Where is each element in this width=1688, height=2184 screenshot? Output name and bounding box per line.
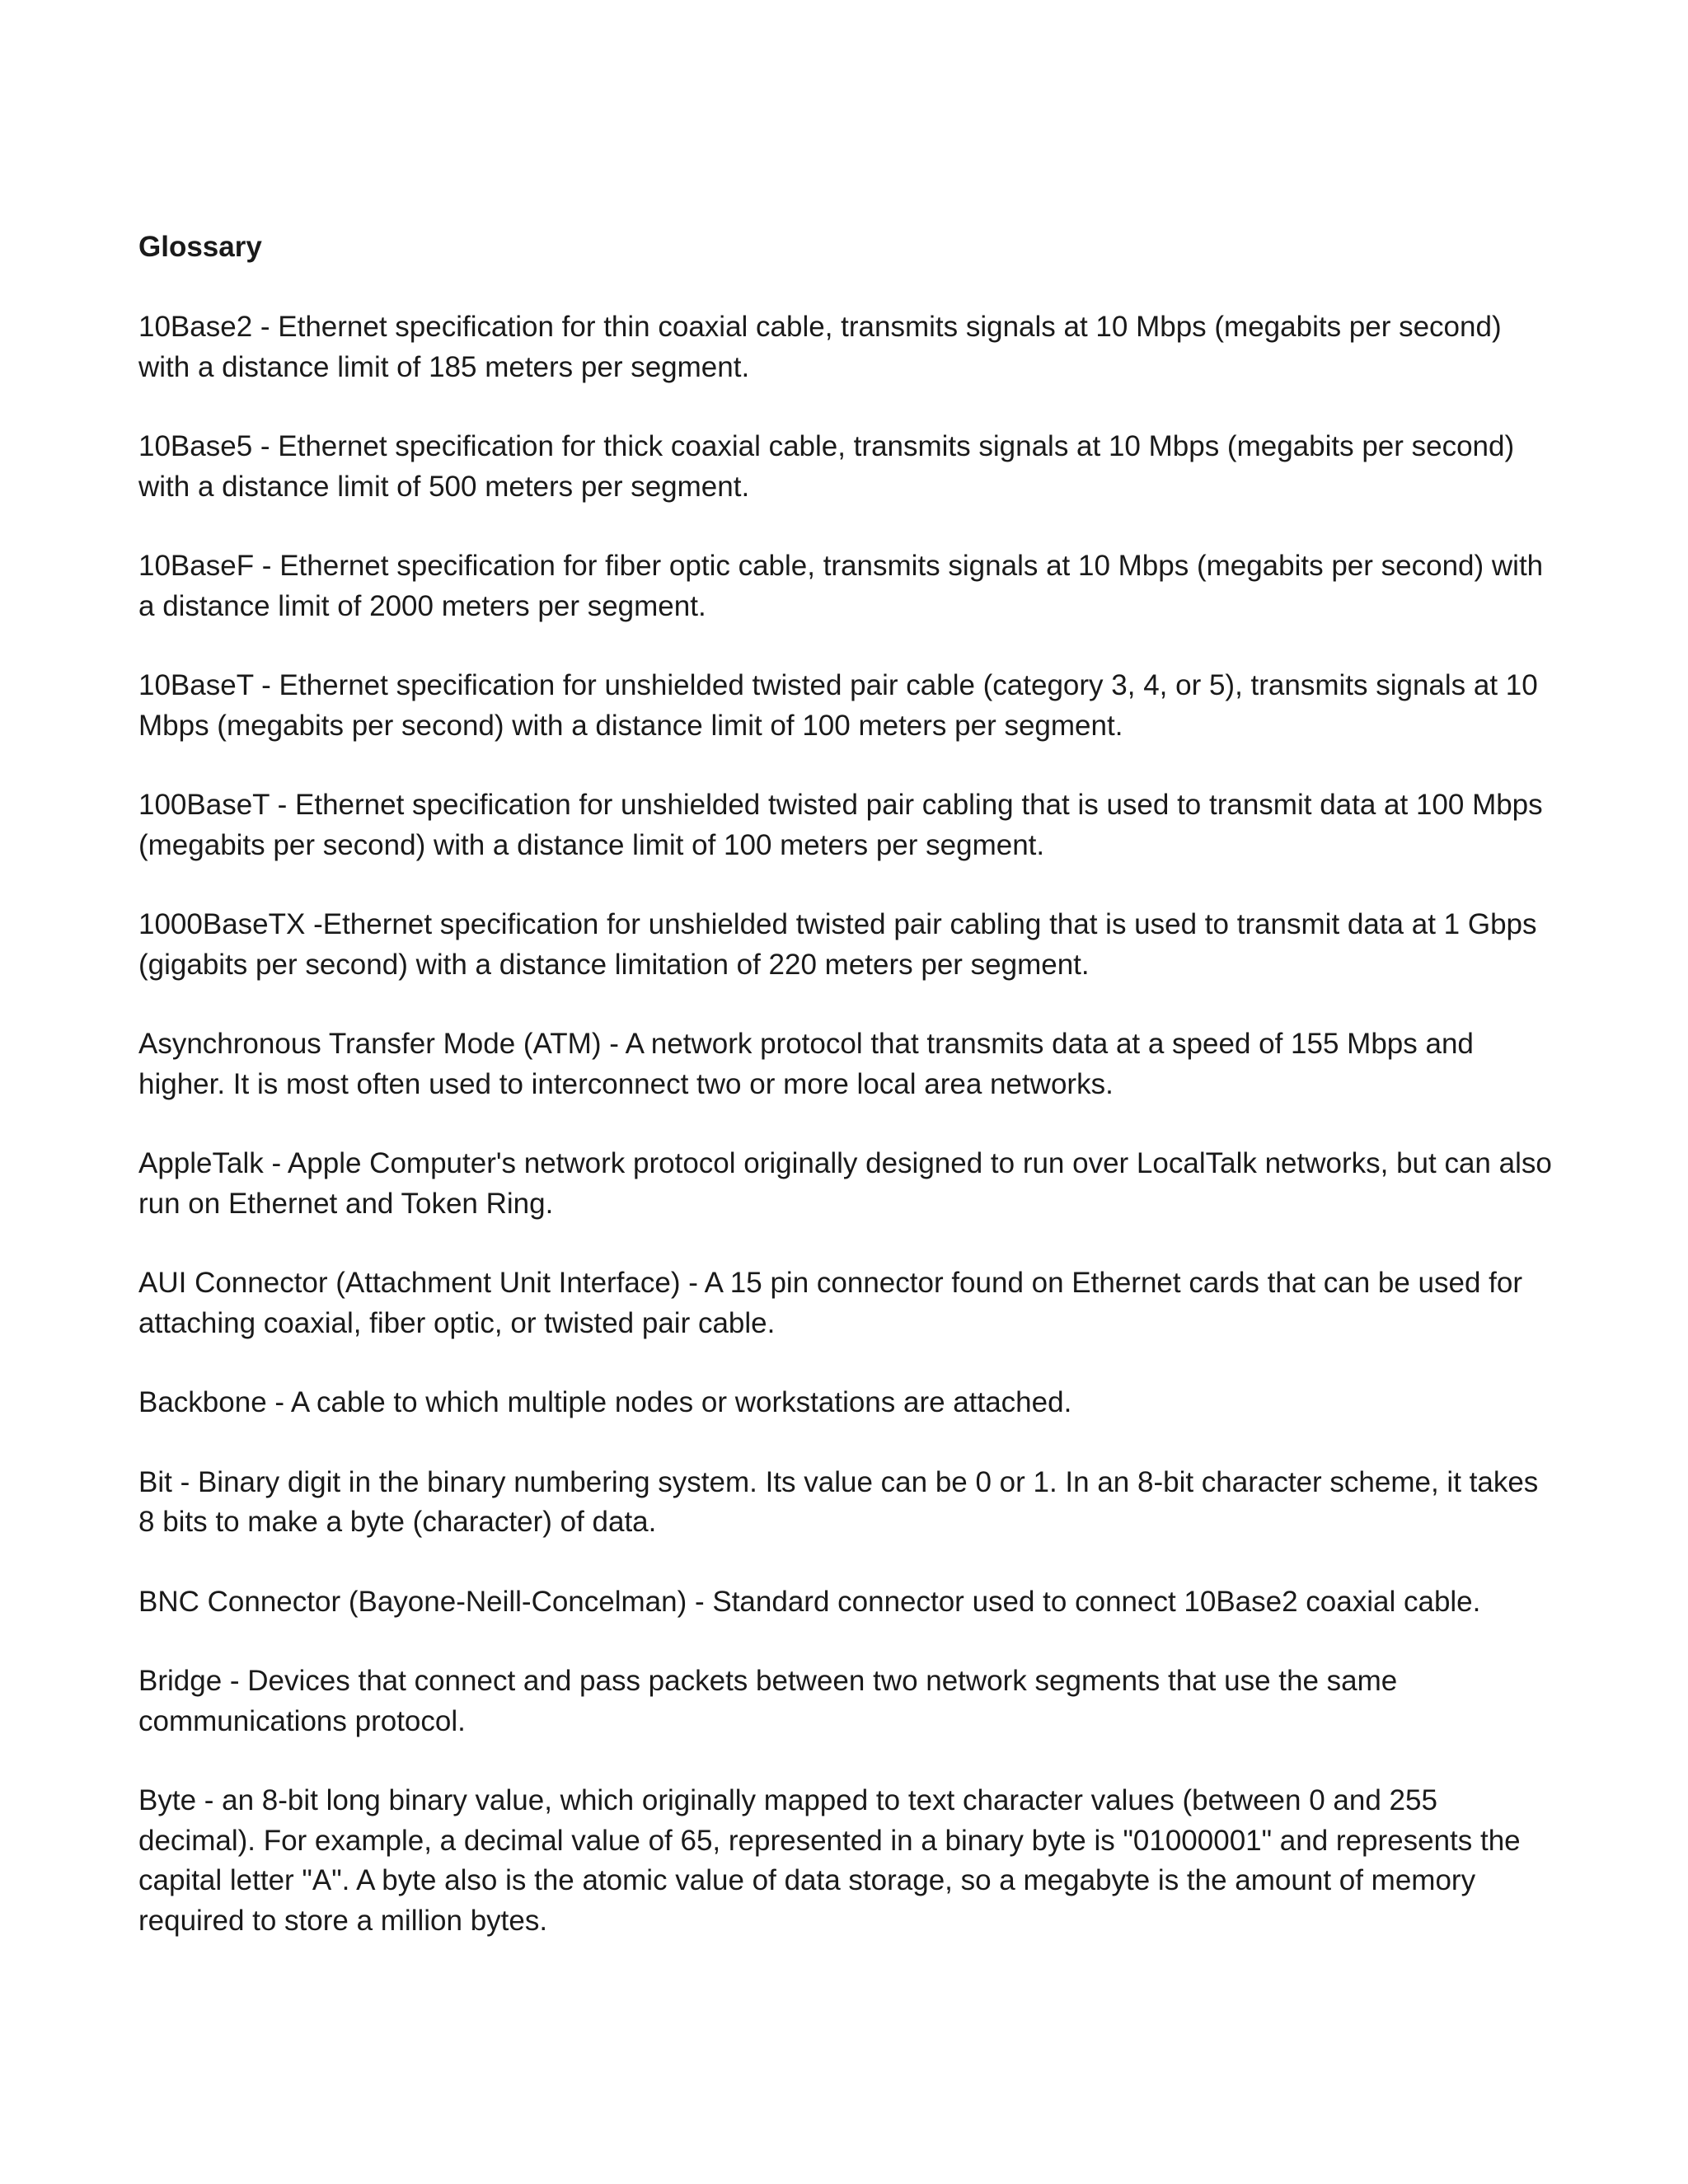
glossary-entry-bit: Bit - Binary digit in the binary numbering system. Its value can be 0 or 1. In an 8-bit character scheme, it takes 8 bits to make a byte (character) of data. (138, 1465, 1539, 1538)
glossary-entry-atm: Asynchronous Transfer Mode (ATM) - A network protocol that transmits data at a speed of 155 Mbps and higher. It is most often used to interconnect two or more local area networks. (138, 1028, 1474, 1100)
glossary-entry-bnc-connector: BNC Connector (Bayone-Neill-Concelman) - Standard connector used to connect 10Base2 coaxial cable. (138, 1585, 1481, 1618)
glossary-entry-byte: Byte - an 8-bit long binary value, which originally mapped to text character values (between 0 and 255 decimal). For example, a decimal value of 65, represented in a binary byte is "01000001" and represents the capital letter "A". A byte also is the atomic value of data storage, so a megabyte is the amount of memory required to store a million bytes. (138, 1784, 1521, 1937)
glossary-entry-aui-connector: AUI Connector (Attachment Unit Interface) - A 15 pin connector found on Ethernet cards that can be used for attaching coaxial, fiber optic, or twisted pair cable. (138, 1267, 1523, 1339)
glossary-entry-10baset: 10BaseT - Ethernet specification for unshielded twisted pair cable (category 3, 4, or 5), transmits signals at 10 Mbps (megabits per second) with a distance limit of 100 meters per segment. (138, 669, 1538, 742)
glossary-list (138, 307, 1556, 1941)
page-title: Glossary (138, 231, 262, 263)
glossary-entry-backbone: Backbone - A cable to which multiple nodes or workstations are attached. (138, 1386, 1072, 1418)
glossary-entry-1000basetx: 1000BaseTX -Ethernet specification for unshielded twisted pair cabling that is used to transmit data at 1 Gbps (gigabits per second) with a distance limitation of 220 meters per segment. (138, 908, 1537, 981)
glossary-entry-10basef: 10BaseF - Ethernet specification for fiber optic cable, transmits signals at 10 Mbps (megabits per second) with a distance limit of 2000 meters per segment. (138, 550, 1544, 622)
glossary-entry-bridge: Bridge - Devices that connect and pass packets between two network segments that use the same communications protocol. (138, 1665, 1398, 1737)
glossary-entry-10base5: 10Base5 - Ethernet specification for thick coaxial cable, transmits signals at 10 Mbps (megabits per second) with a distance limit of 500 meters per segment. (138, 430, 1515, 503)
document-page (138, 227, 1556, 1980)
glossary-entry-10base2: 10Base2 - Ethernet specification for thin coaxial cable, transmits signals at 10 Mbps (megabits per second) with a distance limit of 185 meters per segment. (138, 311, 1502, 383)
glossary-entry-appletalk: AppleTalk - Apple Computer's network protocol originally designed to run over LocalTalk networks, but can also run on Ethernet and Token Ring. (138, 1147, 1552, 1220)
glossary-entry-100baset: 100BaseT - Ethernet specification for unshielded twisted pair cabling that is used to transmit data at 100 Mbps (megabits per second) with a distance limit of 100 meters per segment. (138, 789, 1543, 861)
